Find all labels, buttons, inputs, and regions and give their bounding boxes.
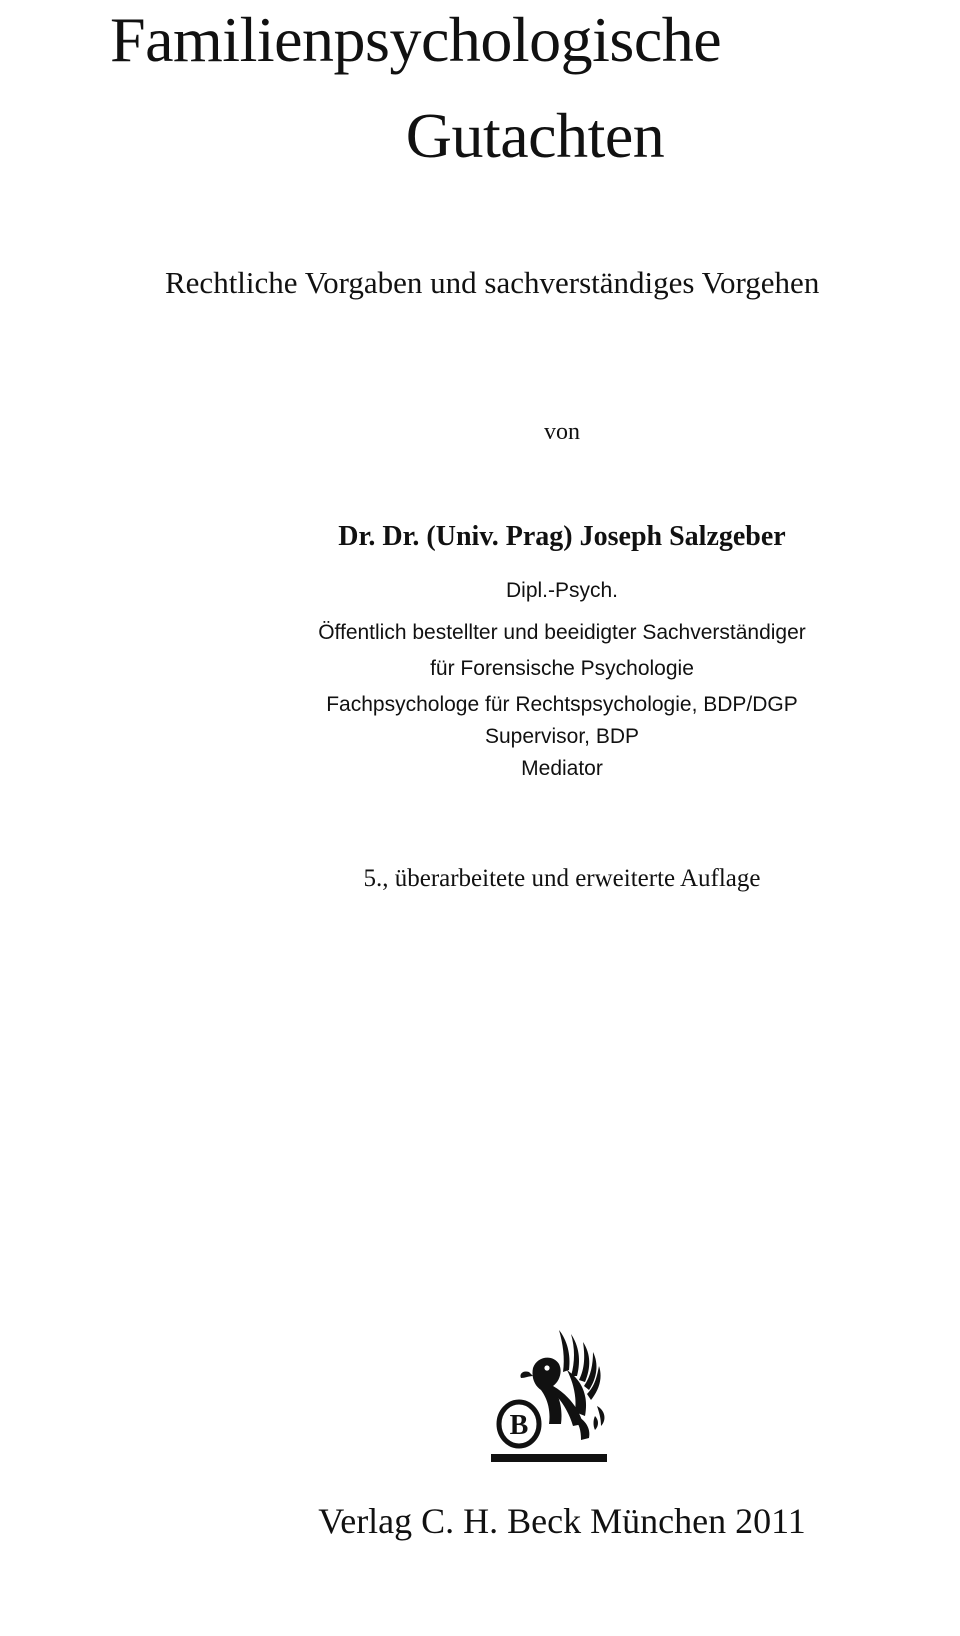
- book-title-line-2: Gutachten: [405, 100, 665, 171]
- credential-line: für Forensische Psychologie: [430, 657, 694, 680]
- shield-emblem-icon: [499, 1402, 539, 1446]
- credential-line: Öffentlich bestellter und beeidigter Sachverständiger: [318, 621, 806, 644]
- book-title-line-1: Familienpsychologische: [110, 4, 722, 75]
- publisher-imprint: Verlag C. H. Beck München 2011: [318, 1501, 806, 1541]
- edition-note: 5., überarbeitete und erweiterte Auflage: [363, 865, 761, 892]
- publisher-griffin-logo-icon: [467, 1320, 627, 1480]
- credential-line: Dipl.-Psych.: [505, 579, 619, 602]
- author-name: Dr. Dr. (Univ. Prag) Joseph Salzgeber: [338, 521, 786, 552]
- credential-line: Fachpsychologe für Rechtspsychologie, BDP/DGP: [326, 693, 798, 716]
- logo-base-icon: [491, 1454, 607, 1462]
- logo-letter: B: [509, 1410, 529, 1441]
- by-label: von: [544, 419, 580, 445]
- credential-line: Mediator: [521, 757, 603, 780]
- book-subtitle: Rechtliche Vorgaben und sachverständiges Vorgehen: [165, 265, 820, 300]
- credential-line: Supervisor, BDP: [484, 725, 640, 748]
